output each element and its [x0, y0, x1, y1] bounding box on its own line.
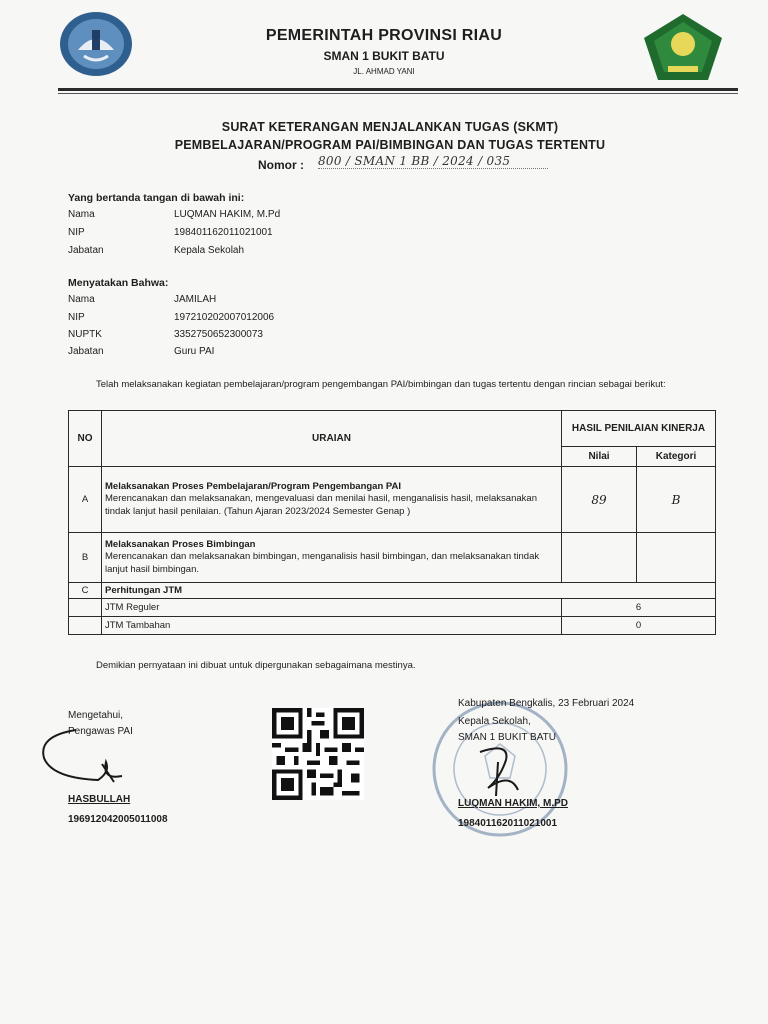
signer-label: NIP: [68, 227, 85, 238]
jtm-value: 0: [562, 617, 716, 635]
table-head-kategori: Kategori: [637, 447, 716, 467]
right-signature-school: SMAN 1 BUKIT BATU: [458, 732, 556, 743]
letterhead-address: JL. AHMAD YANI: [353, 67, 415, 76]
left-signer-name: HASBULLAH: [68, 794, 131, 805]
closing-statement: Demikian pernyataan ini dibuat untuk dipergunakan sebagaimana mestinya.: [96, 660, 416, 671]
table-row: [69, 467, 716, 533]
table-row: [69, 533, 716, 583]
row-title: Melaksanakan Proses Pembelajaran/Program Pengembangan PAI: [105, 481, 402, 492]
subject-value: 3352750652300073: [174, 329, 263, 340]
document-title: SURAT KETERANGAN MENJALANKAN TUGAS (SKMT): [221, 120, 559, 134]
signer-label: Jabatan: [68, 245, 104, 256]
row-description: Merencanakan dan melaksanakan, mengevaluasi dan menilai hasil, menganalisis hasil, melaksanakan tindak lanjut hasil penilaian. (Tahun Ajaran 2023/2024 Semester Genap ): [105, 493, 537, 517]
jtm-label: JTM Tambahan: [102, 617, 562, 635]
subject-label: NIP: [68, 312, 85, 323]
document-subtitle: PEMBELAJARAN/PROGRAM PAI/BIMBINGAN DAN TUGAS TERTENTU: [174, 138, 606, 152]
table-row: [69, 599, 716, 617]
table-head-no: NO: [69, 411, 102, 467]
right-signer-name: LUQMAN HAKIM, M.PD: [458, 798, 568, 809]
subject-value: 197210202007012006: [174, 312, 275, 323]
left-signer-nip: 196912042005011008: [68, 814, 168, 825]
right-signer-nip: 198401162011021001: [458, 818, 558, 829]
table-head-nilai: Nilai: [562, 447, 637, 467]
letterhead-rule-thick: [58, 88, 738, 91]
row-title: Perhitungan JTM: [102, 583, 716, 599]
left-signature-caption: Mengetahui,: [68, 710, 124, 721]
subject-label: NUPTK: [68, 329, 102, 340]
row-title: Melaksanakan Proses Bimbingan: [105, 539, 256, 550]
right-signature-scribble-icon: [470, 738, 530, 800]
skmt-table: [68, 410, 716, 635]
left-signature-role: Pengawas PAI: [68, 726, 133, 737]
table-head-hasil: HASIL PENILAIAN KINERJA: [562, 411, 716, 447]
row-kategori: [637, 533, 716, 583]
jtm-label: JTM Reguler: [102, 599, 562, 617]
signer-value: 198401162011021001: [174, 227, 273, 238]
letterhead-government: PEMERINTAH PROVINSI RIAU: [265, 27, 503, 44]
signer-value: LUQMAN HAKIM, M.Pd: [174, 209, 281, 220]
signer-value: Kepala Sekolah: [174, 245, 245, 256]
subject-heading: Menyatakan Bahwa:: [68, 277, 169, 289]
row-uraian: [102, 533, 562, 583]
subject-value: JAMILAH: [174, 294, 217, 305]
nomor-label: Nomor :: [258, 158, 304, 172]
row-description: Merencanakan dan melaksanakan bimbingan, menganalisis hasil bimbingan, dan melaksanakan tindak lanjut hasil bimbingan.: [105, 551, 540, 575]
intro-paragraph: Telah melaksanakan kegiatan pembelajaran/program pengembangan PAI/bimbingan dan tugas tertentu dengan rincian sebagai berikut:: [96, 379, 666, 390]
right-signature-role: Kepala Sekolah,: [458, 716, 531, 727]
letterhead-school: SMAN 1 BUKIT BATU: [323, 49, 445, 63]
row-no: A: [69, 467, 102, 533]
nomor-value: 800 / SMAN 1 BB / 2024 / 035: [318, 154, 548, 169]
row-nilai: 89: [562, 467, 637, 533]
subject-value: Guru PAI: [174, 346, 215, 357]
signer-label: Nama: [68, 209, 95, 220]
table-row: [69, 617, 716, 635]
row-no: [69, 599, 102, 617]
table-row: [69, 583, 716, 599]
subject-label: Nama: [68, 294, 95, 305]
letterhead-rule-thin: [58, 93, 738, 94]
subject-label: Jabatan: [68, 346, 104, 357]
row-nilai: [562, 533, 637, 583]
signer-heading: Yang bertanda tangan di bawah ini:: [68, 192, 245, 204]
jtm-value: 6: [562, 599, 716, 617]
right-place-date: Kabupaten Bengkalis, 23 Februari 2024: [458, 698, 635, 709]
tut-wuri-handayani-logo-icon: [58, 10, 134, 78]
qr-code-icon: [272, 708, 364, 800]
kemenag-logo-icon: [642, 12, 724, 82]
row-no: [69, 617, 102, 635]
table-head-uraian: URAIAN: [102, 411, 562, 467]
row-kategori: B: [637, 467, 716, 533]
row-no: B: [69, 533, 102, 583]
row-no: C: [69, 583, 102, 599]
row-uraian: [102, 467, 562, 533]
left-signature-scribble-icon: [36, 722, 136, 792]
